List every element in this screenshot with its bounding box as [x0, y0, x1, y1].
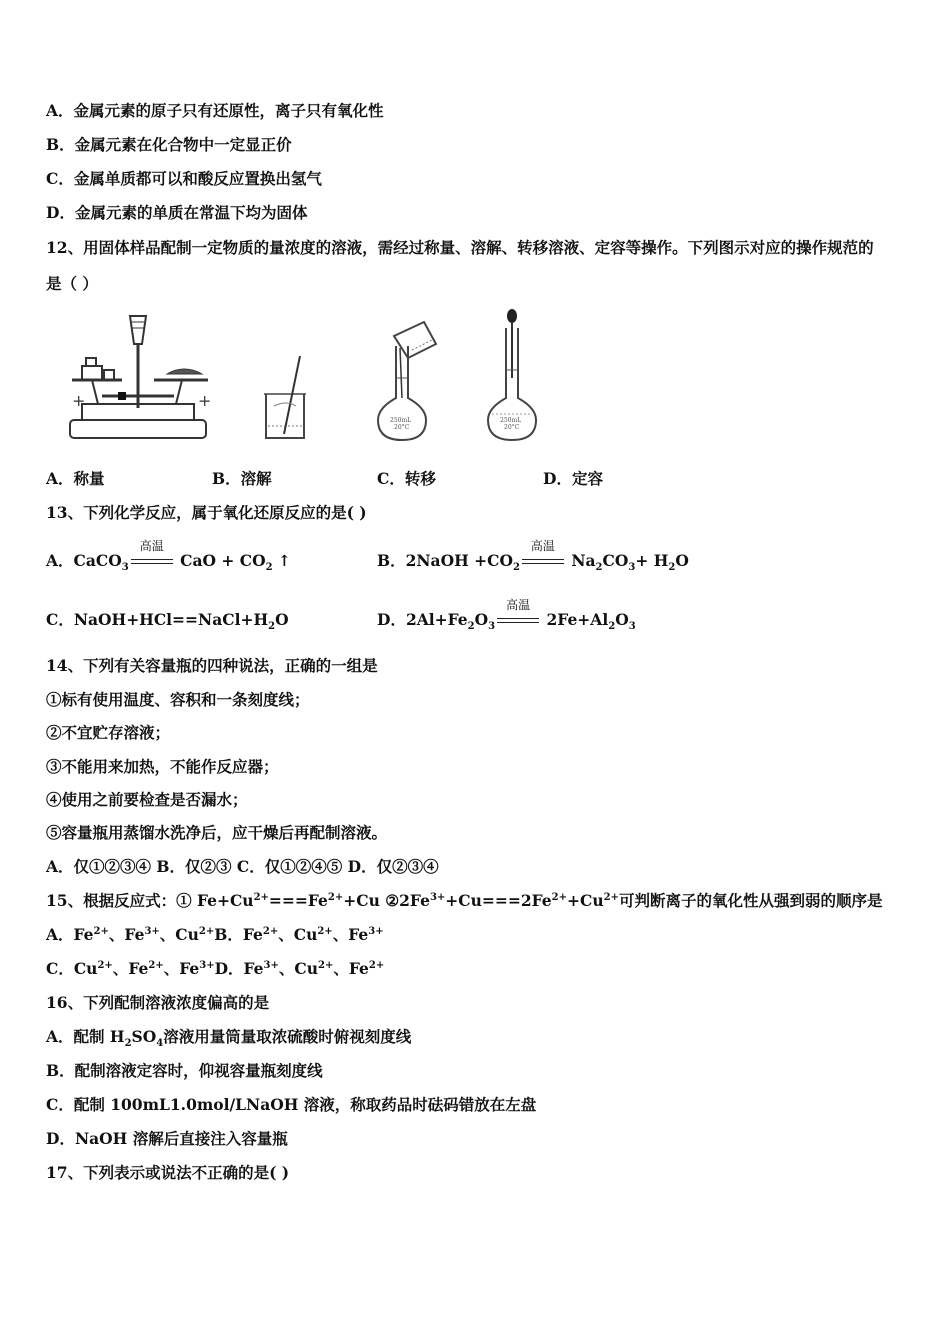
q14-item-3: ③不能用来加热，不能作反应器；: [46, 757, 279, 776]
transfer-figure: [372, 308, 442, 443]
q13-option-d: D．$2Al+Fe_2O_3$ 高温 $2Fe+Al_2O_3$: [377, 598, 636, 633]
svg-text:250mL: 250mL: [390, 417, 412, 424]
q16-option-c: C．配制 100mL1.0mol/LNaOH 溶液，称取药品时砝码错放在左盘: [46, 1095, 537, 1114]
q14-options: A．仅①②③④ B．仅②③ C．仅①②④⑤ D．仅②③④: [46, 857, 439, 876]
beaker-figure: [260, 308, 310, 443]
q12-stem-line2: 是（ ）: [46, 274, 98, 293]
q17-stem: 17、下列表示或说法不正确的是( ): [46, 1163, 290, 1182]
q13-option-c: C．$NaOH+HCl==NaCl+H_2O$: [46, 610, 289, 633]
q16-stem: 16、下列配制溶液浓度偏高的是: [46, 993, 270, 1012]
q13-option-a: A．CaCO$_3$ 高温 CaO + $CO_2$ ↑: [46, 539, 291, 574]
q11-option-b: B．金属元素在化合物中一定显正价: [46, 135, 292, 154]
q11-option-a: A．金属元素的原子只有还原性，离子只有氧化性: [46, 101, 384, 120]
q13-stem: 13、下列化学反应，属于氧化还原反应的是( ): [46, 503, 367, 522]
q15-stem: 15、根据反应式：① $Fe+Cu^{2+}===Fe^{2+}+Cu$ $②2Fe^{3+}+Cu===2Fe^{2+}+Cu^{2+}$可判断离子的氧化性从强到弱的顺序是: [46, 891, 883, 910]
volume-figure: [482, 308, 542, 443]
q16-option-a: A．配制 $H_2SO_4$溶液用量筒量取浓硫酸时俯视刻度线: [46, 1027, 412, 1050]
q11-option-d: D．金属元素的单质在常温下均为固体: [46, 203, 308, 222]
q14-item-5: ⑤容量瓶用蒸馏水洗净后，应干燥后再配制溶液。: [46, 823, 388, 842]
figure-label-d: D．定容: [543, 469, 603, 488]
figure-label-a: A．称量: [46, 469, 105, 488]
q13-option-b: B．2NaOH $+CO_2$ 高温 $Na_2CO_3+ H_2O$: [377, 539, 689, 574]
svg-text:20°C: 20°C: [394, 424, 410, 431]
q15-options-cd: C．$Cu^{2+}$、$Fe^{2+}$、$Fe^{3+}D$．$Fe^{3+}$、$Cu^{2+}$、$Fe^{2+}$: [46, 959, 385, 978]
q16-option-b: B．配制溶液定容时，仰视容量瓶刻度线: [46, 1061, 323, 1080]
q12-stem-line1: 12、用固体样品配制一定物质的量浓度的溶液，需经过称量、溶解、转移溶液、定容等操作。下列图示对应的操作规范的: [46, 238, 874, 257]
svg-text:+: +: [198, 391, 212, 410]
figure-label-c: C．转移: [377, 469, 436, 488]
q14-item-4: ④使用之前要检查是否漏水；: [46, 790, 248, 809]
q14-item-2: ②不宜贮存溶液；: [46, 723, 171, 742]
balance-figure: [62, 308, 212, 443]
svg-text:250mL: 250mL: [500, 417, 522, 424]
q14-stem: 14、下列有关容量瓶的四种说法，正确的一组是: [46, 656, 378, 675]
svg-text:+: +: [72, 391, 86, 410]
q15-options-ab: A．$Fe^{2+}$、$Fe^{3+}$、$Cu^{2+}B$．$Fe^{2+}$、$Cu^{2+}$、$Fe^{3+}$: [46, 925, 384, 944]
svg-text:20°C: 20°C: [504, 424, 520, 431]
figure-label-b: B．溶解: [212, 469, 272, 488]
q14-item-1: ①标有使用温度、容积和一条刻度线；: [46, 690, 310, 709]
q16-option-d: D．NaOH 溶解后直接注入容量瓶: [46, 1129, 288, 1148]
q11-option-c: C．金属单质都可以和酸反应置换出氢气: [46, 169, 322, 188]
